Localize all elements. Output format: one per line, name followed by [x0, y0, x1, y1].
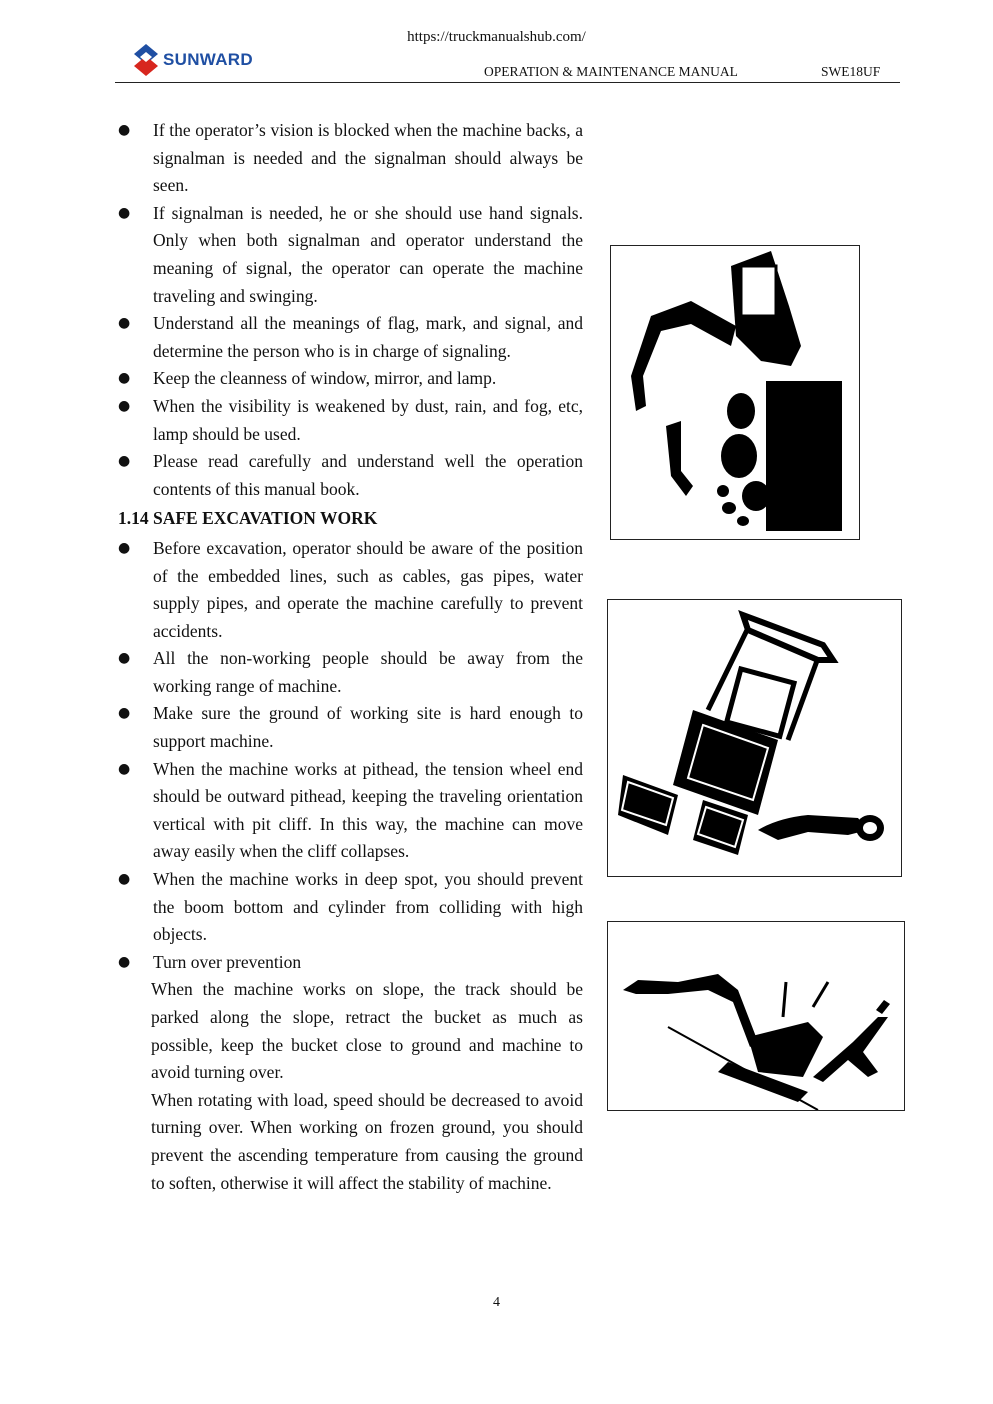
bullet-item: ● When the machine works in deep spot, you should prevent the boom bottom and cylinder from colliding with high objects. [118, 866, 583, 949]
figure-pithead-work [607, 599, 902, 877]
slope-excavator-illustration [608, 922, 904, 1110]
header-url: https://truckmanualshub.com/ [407, 29, 586, 45]
figure-slope-work [607, 921, 905, 1111]
bullet-item: ● Understand all the meanings of flag, mark, and signal, and determine the person who is in charge of signaling. [118, 310, 583, 365]
bullet-item: ● Turn over prevention [118, 949, 583, 977]
model-number: SWE18UF [821, 64, 881, 79]
bullet-item: ● When the machine works at pithead, the tension wheel end should be outward pithead, keeping the traveling orientation vertical with pit cliff. In this way, the machine can move away easily when the cliff collapses. [118, 756, 583, 866]
pithead-excavator-illustration [608, 600, 901, 876]
bullet-item: ● Before excavation, operator should be aware of the position of the embedded lines, such as cables, gas pipes, water supply pipes, and operate the machine carefully to prevent accidents. [118, 535, 583, 645]
manual-title: OPERATION & MAINTENANCE MANUAL [484, 64, 738, 79]
body-text [118, 117, 583, 1197]
bullet-item: ● Make sure the ground of working site is hard enough to support machine. [118, 700, 583, 755]
cliff-excavator-illustration [611, 246, 859, 539]
bullet-item: ● Please read carefully and understand well the operation contents of this manual book. [118, 448, 583, 503]
logo-text: SUNWARD [163, 50, 253, 69]
section-heading: 1.14 SAFE EXCAVATION WORK [118, 508, 378, 529]
sunward-logo [134, 44, 253, 76]
figure-cliff-excavation [610, 245, 860, 540]
paragraph: When the machine works on slope, the track should be parked along the slope, retract the bucket as much as possible, keep the bucket close to ground and machine to avoid turning over. [151, 979, 583, 1083]
header-divider [115, 82, 900, 83]
sunward-logo-icon [134, 44, 158, 76]
paragraph: When rotating with load, speed should be decreased to avoid turning over. When working on frozen ground, you should prevent the ascending temperature from causing the ground to soften, otherwise it will affect the stability of machine. [151, 1089, 583, 1193]
bullet-item: ● If signalman is needed, he or she should use hand signals. Only when both signalman and operator understand the meaning of signal, the operator can operate the machine traveling and swinging. [118, 200, 583, 310]
bullet-item: ● All the non-working people should be away from the working range of machine. [118, 645, 583, 700]
page-number: 4 [493, 1295, 500, 1310]
bullet-item: ● If the operator’s vision is blocked when the machine backs, a signalman is needed and the signalman should always be seen. [118, 117, 583, 200]
bullet-item: ● Keep the cleanness of window, mirror, and lamp. [118, 365, 583, 393]
bullet-item: ● When the visibility is weakened by dust, rain, and fog, etc, lamp should be used. [118, 393, 583, 448]
